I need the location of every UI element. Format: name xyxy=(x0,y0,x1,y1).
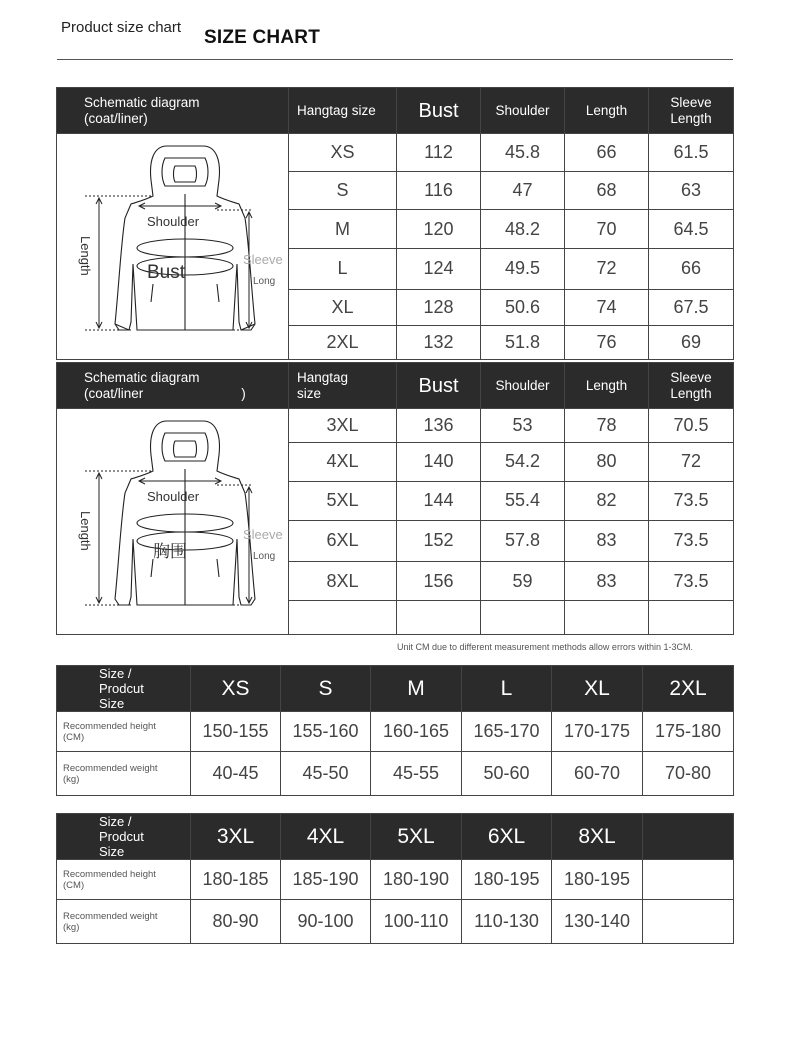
t2-bust: 136 xyxy=(397,409,481,443)
t1-length: 66 xyxy=(565,134,649,172)
t2-shoulder xyxy=(481,601,565,635)
t2-bust: 144 xyxy=(397,481,481,520)
t1-length: 70 xyxy=(565,210,649,249)
diagram-label-bust: Bust xyxy=(147,262,186,283)
col-diagram-paren: ) xyxy=(241,385,246,401)
weight-value: 50-60 xyxy=(462,752,552,796)
height-row-label: Recommended height (CM) xyxy=(57,860,191,900)
size-col: S xyxy=(281,666,371,712)
weight-value: 110-130 xyxy=(462,900,552,944)
size-col xyxy=(643,814,734,860)
size-col: 8XL xyxy=(552,814,643,860)
t1-shoulder: 47 xyxy=(481,171,565,210)
t1-shoulder: 51.8 xyxy=(481,326,565,360)
height-row-label: Recommended height (CM) xyxy=(57,712,191,752)
col-length: Length xyxy=(565,88,649,134)
col-shoulder: Shoulder xyxy=(481,363,565,409)
t1-size: XS xyxy=(289,134,397,172)
t2-sleeve: 72 xyxy=(649,442,734,481)
t2-bust: 140 xyxy=(397,442,481,481)
col-length: Length xyxy=(565,363,649,409)
diagram-label-length: Length xyxy=(78,236,93,276)
size-col: 3XL xyxy=(191,814,281,860)
t1-size: M xyxy=(289,210,397,249)
diagram-label-shoulder: Shoulder xyxy=(147,214,200,229)
col-shoulder: Shoulder xyxy=(481,88,565,134)
size-col: XL xyxy=(552,666,643,712)
t2-sleeve: 70.5 xyxy=(649,409,734,443)
t2-length: 80 xyxy=(565,442,649,481)
height-value: 180-195 xyxy=(462,860,552,900)
header-title: SIZE CHART xyxy=(204,27,320,48)
diagram-label-sleeve: Sleeve xyxy=(243,527,283,542)
t2-shoulder: 55.4 xyxy=(481,481,565,520)
t2-sleeve: 73.5 xyxy=(649,481,734,520)
weight-value: 130-140 xyxy=(552,900,643,944)
t2-length: 78 xyxy=(565,409,649,443)
size-col: 2XL xyxy=(643,666,734,712)
t2-sleeve: 73.5 xyxy=(649,562,734,601)
weight-value xyxy=(643,900,734,944)
recommendation-table-1 xyxy=(56,665,734,796)
t1-sleeve: 61.5 xyxy=(649,134,734,172)
weight-row-label: Recommended weight (kg) xyxy=(57,752,191,796)
col-sleeve-length: Sleeve Length xyxy=(649,363,734,409)
height-value: 175-180 xyxy=(643,712,734,752)
t1-shoulder: 49.5 xyxy=(481,249,565,290)
col-diagram-text: Schematic diagram (coat/liner xyxy=(84,369,200,401)
t1-shoulder: 48.2 xyxy=(481,210,565,249)
t2-shoulder: 54.2 xyxy=(481,442,565,481)
col-hangtag-size: Hangtag size xyxy=(289,88,397,134)
height-value xyxy=(643,860,734,900)
diagram-label-shoulder: Shoulder xyxy=(147,489,200,504)
t2-size: 3XL xyxy=(289,409,397,443)
height-value: 160-165 xyxy=(371,712,462,752)
t1-sleeve: 66 xyxy=(649,249,734,290)
diagram-label-long: Long xyxy=(253,276,276,287)
t1-sleeve: 64.5 xyxy=(649,210,734,249)
t1-length: 76 xyxy=(565,326,649,360)
t2-shoulder: 59 xyxy=(481,562,565,601)
recommendation-table-2 xyxy=(56,813,734,944)
t1-shoulder: 50.6 xyxy=(481,289,565,326)
header-subtitle: Product size chart xyxy=(61,19,182,36)
height-value: 150-155 xyxy=(191,712,281,752)
size-header: Size / Prodcut Size xyxy=(57,666,191,712)
size-col: 5XL xyxy=(371,814,462,860)
t1-sleeve: 69 xyxy=(649,326,734,360)
height-value: 180-195 xyxy=(552,860,643,900)
weight-row-label: Recommended weight (kg) xyxy=(57,900,191,944)
size-col: XS xyxy=(191,666,281,712)
t1-size: S xyxy=(289,171,397,210)
measurement-table-2 xyxy=(56,362,734,635)
t1-bust: 124 xyxy=(397,249,481,290)
t2-size xyxy=(289,601,397,635)
t1-shoulder: 45.8 xyxy=(481,134,565,172)
weight-value: 45-50 xyxy=(281,752,371,796)
t2-size: 6XL xyxy=(289,520,397,561)
t1-sleeve: 67.5 xyxy=(649,289,734,326)
t1-bust: 112 xyxy=(397,134,481,172)
weight-value: 60-70 xyxy=(552,752,643,796)
t2-bust: 156 xyxy=(397,562,481,601)
height-value: 155-160 xyxy=(281,712,371,752)
t2-size: 8XL xyxy=(289,562,397,601)
jacket-diagram xyxy=(57,409,288,629)
t2-shoulder: 57.8 xyxy=(481,520,565,561)
jacket-diagram xyxy=(57,134,288,354)
weight-value: 80-90 xyxy=(191,900,281,944)
t1-length: 74 xyxy=(565,289,649,326)
t2-bust xyxy=(397,601,481,635)
height-value: 165-170 xyxy=(462,712,552,752)
t2-bust: 152 xyxy=(397,520,481,561)
t1-bust: 128 xyxy=(397,289,481,326)
t2-sleeve xyxy=(649,601,734,635)
schematic-diagram-1 xyxy=(57,134,289,360)
col-hangtag-size: Hangtag size xyxy=(289,363,397,409)
t2-length: 83 xyxy=(565,562,649,601)
t2-shoulder: 53 xyxy=(481,409,565,443)
t2-length xyxy=(565,601,649,635)
size-col: L xyxy=(462,666,552,712)
t2-sleeve: 73.5 xyxy=(649,520,734,561)
t1-size: XL xyxy=(289,289,397,326)
col-bust: Bust xyxy=(397,363,481,409)
t1-sleeve: 63 xyxy=(649,171,734,210)
size-col: 4XL xyxy=(281,814,371,860)
weight-value: 90-100 xyxy=(281,900,371,944)
header-divider xyxy=(57,59,733,60)
col-bust: Bust xyxy=(397,88,481,134)
diagram-label-bust: 胸围 xyxy=(153,542,187,561)
t2-length: 82 xyxy=(565,481,649,520)
schematic-diagram-2 xyxy=(57,409,289,635)
t1-length: 68 xyxy=(565,171,649,210)
height-value: 180-185 xyxy=(191,860,281,900)
t1-bust: 132 xyxy=(397,326,481,360)
t1-size: L xyxy=(289,249,397,290)
col-diagram: Schematic diagram (coat/liner) xyxy=(57,88,289,134)
weight-value: 100-110 xyxy=(371,900,462,944)
diagram-label-length: Length xyxy=(78,511,93,551)
t2-size: 4XL xyxy=(289,442,397,481)
height-value: 185-190 xyxy=(281,860,371,900)
col-sleeve-length: Sleeve Length xyxy=(649,88,734,134)
diagram-label-sleeve: Sleeve xyxy=(243,252,283,267)
t1-bust: 116 xyxy=(397,171,481,210)
height-value: 180-190 xyxy=(371,860,462,900)
size-col: 6XL xyxy=(462,814,552,860)
weight-value: 45-55 xyxy=(371,752,462,796)
size-col: M xyxy=(371,666,462,712)
col-diagram xyxy=(57,363,289,409)
height-value: 170-175 xyxy=(552,712,643,752)
weight-value: 70-80 xyxy=(643,752,734,796)
diagram-label-long: Long xyxy=(253,551,276,562)
t1-bust: 120 xyxy=(397,210,481,249)
t1-size: 2XL xyxy=(289,326,397,360)
measurement-table-1 xyxy=(56,87,734,360)
t1-length: 72 xyxy=(565,249,649,290)
measurement-note: Unit CM due to different measurement methods allow errors within 1-3CM. xyxy=(397,642,693,652)
t2-size: 5XL xyxy=(289,481,397,520)
weight-value: 40-45 xyxy=(191,752,281,796)
t2-length: 83 xyxy=(565,520,649,561)
size-header: Size / Prodcut Size xyxy=(57,814,191,860)
